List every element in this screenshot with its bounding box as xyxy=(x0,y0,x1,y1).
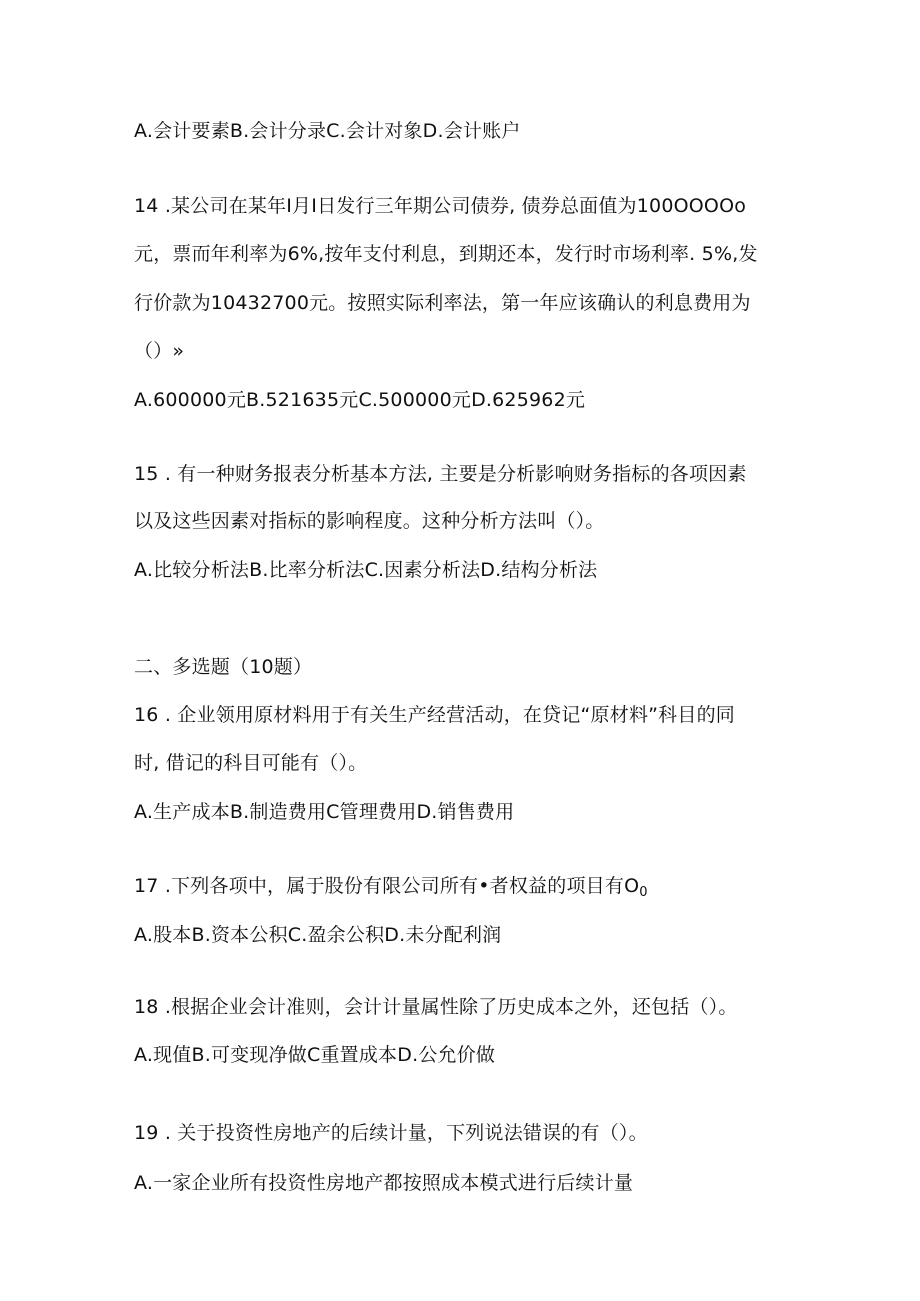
section-heading: 二、多选题（10题） xyxy=(134,656,313,678)
q17-subscript: 0 xyxy=(639,885,648,900)
q18-options: A.现值B.可变现净做C重置成本D.公允价做 xyxy=(134,1044,496,1066)
q14-text-line-1: 14 .某公司在某年I月I日发行三年期公司债券, 债券总面值为100OOOOo xyxy=(134,195,747,217)
q16-text-line-2: 时, 借记的科目可能有（）。 xyxy=(134,752,368,774)
q17-options: A.股本B.资本公积C.盈余公积D.未分配利润 xyxy=(134,924,502,946)
q16-text-line-1: 16 . 企业领用原材料用于有关生产经营活动，在贷记“原材料”科目的同 xyxy=(134,704,735,726)
q18-text: 18 .根据企业会计准则，会计计量属性除了历史成本之外，还包括（）。 xyxy=(134,996,738,1018)
q17-text xyxy=(134,873,648,906)
q19-option-a: A.一家企业所有投资性房地产都按照成本模式进行后续计量 xyxy=(134,1172,634,1194)
q19-text: 19 . 关于投资性房地产的后续计量，下列说法错误的有（）。 xyxy=(134,1122,648,1144)
q14-text-line-4: （）» xyxy=(134,340,185,362)
q14-text-line-2: 元，票而年利率为6%,按年支付利息，到期还本，发行时市场利率. 5%,发 xyxy=(134,243,758,265)
q17-text-main: 17 .下列各项中，属于股份有限公司所有•者权益的项目有O xyxy=(134,875,640,897)
q15-options: A.比较分析法B.比率分析法C.因素分析法D.结构分析法 xyxy=(134,559,598,581)
q16-options: A.生产成本B.制造费用C管理费用D.销售费用 xyxy=(134,801,515,823)
q13-options: A.会计要素B.会计分录C.会计对象D.会计账户 xyxy=(134,120,521,142)
q14-options: A.600000元B.521635元C.500000元D.625962元 xyxy=(134,389,586,411)
q14-text-line-3: 行价款为10432700元。按照实际利率法，第一年应该确认的利息费用为 xyxy=(134,292,751,314)
q15-text-line-2: 以及这些因素对指标的影响程度。这种分析方法叫（）。 xyxy=(134,510,605,532)
q15-text-line-1: 15 . 有一种财务报表分析基本方法, 主要是分析影响财务指标的各项因素 xyxy=(134,463,747,485)
